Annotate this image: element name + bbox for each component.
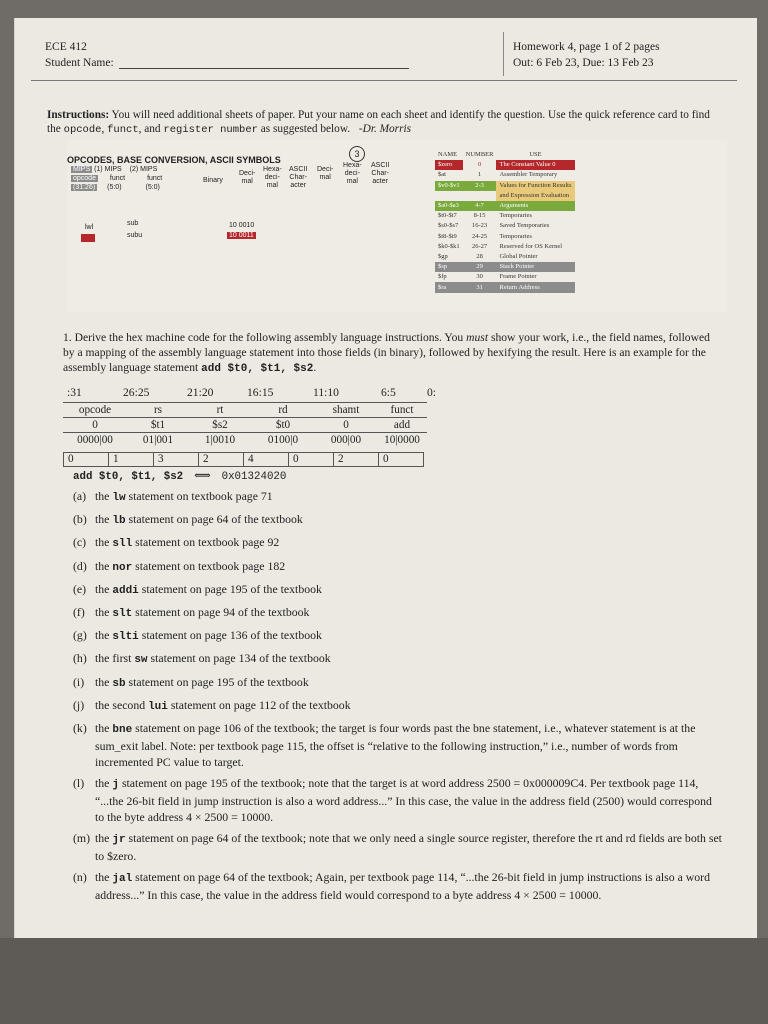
opcode-term: opcode <box>63 124 102 136</box>
item-instruction: sw <box>134 654 148 667</box>
field-name: rs <box>127 403 189 418</box>
reg-number: 0 <box>477 161 482 169</box>
item-instruction: slti <box>112 631 139 644</box>
row-binary-subu: 10 0011 <box>229 232 254 239</box>
item-instruction: j <box>112 779 119 792</box>
hex-nibble: 4 <box>244 453 289 467</box>
item-text: statement on textbook page 182 <box>135 558 286 573</box>
reg-use: Saved Temporaries <box>499 222 550 230</box>
question-item <box>73 604 723 622</box>
item-instruction: jal <box>112 873 133 886</box>
reg-use: Frame Pointer <box>499 273 537 281</box>
question-item <box>73 674 723 692</box>
question-item <box>73 488 723 506</box>
question-item <box>73 869 723 903</box>
hex-nibble: 0 <box>379 453 424 467</box>
reg-name: $s0-$s7 <box>438 222 459 230</box>
item-text: statement on page 94 of the textbook <box>135 604 310 619</box>
bit-position: 26:25 <box>123 386 150 399</box>
col-range-3: (5:0) <box>145 184 160 191</box>
question-items <box>73 488 723 909</box>
col-funct-2: funct <box>147 175 163 182</box>
field-name: rd <box>251 403 315 418</box>
instructions-text: You will need additional sheets of paper. Put your name on each sheet and identify the question. Use the quick reference card to find the <box>47 109 710 135</box>
col-deci: Deci- <box>239 170 256 177</box>
reg-use: The Constant Value 0 <box>496 160 574 170</box>
reg-use: Reserved for OS Kernel <box>499 242 563 250</box>
question-item <box>73 830 723 864</box>
question-item <box>73 720 723 770</box>
reg-use: Values for Function Results <box>496 181 574 191</box>
col-mal: mal <box>241 178 253 185</box>
item-instruction: sll <box>112 538 133 551</box>
item-pre: the <box>95 535 110 550</box>
item-instruction: jr <box>112 834 126 847</box>
field-binary: 01|001 <box>127 433 189 448</box>
reg-number: 8-15 <box>473 212 486 220</box>
sep-2: , and <box>138 123 161 135</box>
homework-dates: Out: 6 Feb 23, Due: 13 Feb 23 <box>513 57 654 69</box>
item-text: statement on page 112 of the textbook <box>170 697 351 712</box>
field-name: rt <box>189 403 251 418</box>
reg-number: 30 <box>476 273 483 281</box>
instructions-lead: Instructions: <box>47 109 110 121</box>
item-label: (h) <box>73 651 87 666</box>
quick-reference-card <box>67 140 727 312</box>
item-pre: the <box>95 581 110 596</box>
field-binary: 10|0000 <box>377 433 427 448</box>
field-name: shamt <box>315 403 377 418</box>
item-instruction: nor <box>112 561 133 574</box>
item-pre: the <box>95 870 110 885</box>
field-binary: 0100|0 <box>251 433 315 448</box>
item-label: (e) <box>73 581 87 596</box>
item-pre: the <box>95 831 110 846</box>
field-binary: 000|00 <box>315 433 377 448</box>
col-funct-1: funct <box>109 175 126 182</box>
hex-nibble: 0 <box>64 453 109 467</box>
col-hexa-2: Hexa- <box>343 162 362 169</box>
item-instruction: slt <box>112 607 133 620</box>
col-mal-2: mal <box>319 174 331 181</box>
item-pre: the <box>95 489 110 503</box>
reg-number: 31 <box>463 282 497 292</box>
item-label: (i) <box>73 674 85 689</box>
item-pre: the <box>95 720 110 735</box>
col-mips: MIPS <box>73 166 91 173</box>
item-text: statement on page 134 of the textbook <box>150 651 331 666</box>
reg-number: 4-7 <box>463 201 497 211</box>
item-pre: the <box>95 776 110 791</box>
hex-nibble: 3 <box>154 453 199 467</box>
question-item <box>73 558 723 576</box>
sep-1: , <box>101 123 105 135</box>
row-opcode-lwl: lwl <box>85 224 94 231</box>
question-item <box>73 581 723 599</box>
student-name-label: Student Name: <box>45 57 114 69</box>
reg-name: $t8-$t9 <box>438 232 457 240</box>
reg-number: 28 <box>476 252 483 260</box>
example-statement: add $t0, $t1, $s2 <box>201 363 314 375</box>
item-text: statement on page 64 of the textbook <box>128 512 303 527</box>
reg-name: $v0-$v1 <box>435 181 463 191</box>
reg-number: 26-27 <box>471 242 488 250</box>
row-binary-sub: 10 0010 <box>229 222 255 229</box>
reg-number: 2-3 <box>463 181 497 191</box>
item-label: (c) <box>73 535 87 550</box>
item-instruction: sb <box>112 677 126 690</box>
item-instruction: lui <box>148 700 168 713</box>
item-pre: the first <box>95 651 132 666</box>
bit-position: :31 <box>67 386 82 399</box>
field-binary: 1|0010 <box>189 433 251 448</box>
item-label: (d) <box>73 558 87 573</box>
reg-head-name: NAME <box>438 151 458 159</box>
header-rule <box>31 80 737 81</box>
item-instruction: lw <box>112 492 126 504</box>
reg-use: Assembler Temporary <box>499 171 558 179</box>
item-pre: the <box>95 628 110 643</box>
reg-name: $a0-$a3 <box>435 201 463 211</box>
question-item <box>73 534 723 552</box>
item-text: statement on textbook page 92 <box>135 535 280 550</box>
question-item <box>73 775 723 825</box>
bit-position: 0: <box>427 386 437 399</box>
item-label: (a) <box>73 489 87 503</box>
register-number-term: register number <box>163 124 258 136</box>
field-table <box>63 402 427 447</box>
reg-number: 1 <box>477 171 482 179</box>
item-pre: the <box>95 558 110 573</box>
homework-title: Homework 4, page 1 of 2 pages <box>513 41 660 53</box>
item-text: statement on page 195 of the textbook; note that the target is at word address 2500 = 0x000009C4. Per textbook page 114, “...the 26-bit field in jump instruction is also a word address...” In this case, the value in the address field (2500) would correspond to the byte address 4 × 2500 = 10000. <box>95 776 712 825</box>
item-pre: the second <box>95 697 146 712</box>
item-instruction: addi <box>112 584 139 597</box>
reg-head-use: USE <box>529 151 542 159</box>
col-acter-2: acter <box>372 178 388 185</box>
reg-use: Return Address <box>496 282 574 292</box>
col-hexa: Hexa- <box>263 166 282 173</box>
row-funct-subu: subu <box>127 232 143 239</box>
instructions <box>47 108 717 137</box>
reg-name: $t0-$t7 <box>438 212 457 220</box>
reg-number: 16-23 <box>471 222 488 230</box>
signature: -Dr. Morris <box>358 123 412 135</box>
item-label: (m) <box>73 831 91 846</box>
reg-number: 24-25 <box>471 232 488 240</box>
question-item <box>73 627 723 645</box>
refcard-circle-number: 3 <box>349 146 365 162</box>
item-instruction: bne <box>112 723 133 736</box>
field-binary: 0000|00 <box>63 433 127 448</box>
question-1 <box>63 330 723 377</box>
field-name: funct <box>377 403 427 418</box>
col-hexmal: mal <box>266 182 278 189</box>
reg-name: $at <box>438 171 446 179</box>
item-label: (n) <box>73 870 87 885</box>
item-label: (k) <box>73 720 87 735</box>
reg-number: 29 <box>463 262 497 272</box>
col-2mips: (2) MIPS <box>129 166 158 173</box>
item-text: statement on page 64 of the textbook; Again, per textbook page 114, “...the 26-bit field in jump instructions is also a word address...” In this case, the value in the address field would correspond to a byte address 4 × 2500 = 10000. <box>95 870 711 903</box>
col-hexmal-2: mal <box>346 178 358 185</box>
reg-name: $fp <box>438 273 447 281</box>
student-name-line <box>119 68 409 69</box>
reg-name <box>435 191 463 201</box>
bit-position: 16:15 <box>247 386 274 399</box>
item-label: (b) <box>73 512 87 527</box>
question-end: . <box>313 361 317 374</box>
field-value: $t0 <box>251 418 315 433</box>
col-range-1: (31:26) <box>73 184 96 191</box>
question-text: Derive the hex machine code for the following assembly language instructions. You <box>74 331 464 344</box>
col-opcode: opcode <box>73 175 96 182</box>
field-value: 0 <box>315 418 377 433</box>
item-text: statement on textbook page 71 <box>128 489 273 503</box>
field-name: opcode <box>63 403 127 418</box>
col-ascii: ASCII <box>289 166 308 173</box>
reg-head-number: NUMBER <box>465 151 494 159</box>
reg-use: Stack Pointer <box>496 262 574 272</box>
col-acter: acter <box>290 182 306 189</box>
reg-name: $gp <box>438 252 448 260</box>
item-label: (j) <box>73 697 85 712</box>
col-ascii-2: ASCII <box>371 162 390 169</box>
reg-use: Temporaries <box>499 212 532 220</box>
example-hex: 0x01324020 <box>221 471 287 483</box>
item-text: statement on page 195 of the textbook <box>141 581 322 596</box>
question-text-2: show your work, i.e., the field names, followed by a mapping of the assembly language statement into those fields (in binary), followed by hexifying the result. Here is an example for the assembly language statement <box>63 331 710 374</box>
row-funct-sub: sub <box>127 220 139 227</box>
col-range-2: (5:0) <box>107 184 122 191</box>
hex-nibble-row <box>63 452 424 467</box>
row-highlight-marker <box>81 234 95 242</box>
hex-nibble: 0 <box>289 453 334 467</box>
funct-term: funct <box>107 124 139 136</box>
col-deci-2: Deci- <box>317 166 334 173</box>
question-item <box>73 511 723 529</box>
refcard-title: OPCODES, BASE CONVERSION, ASCII SYMBOLS <box>67 155 281 165</box>
reg-name: $zero <box>435 160 463 170</box>
table-surface <box>0 938 768 1024</box>
item-text: statement on page 106 of the textbook; the target is four words past the bne statement, i.e., whatever statement is at the sum_exit label. Note: per textbook page 115, the offset is “relative to the following instruction,” i.e., number of words from incremented PC value to target. <box>95 720 696 769</box>
reg-name: $k0-$k1 <box>438 242 460 250</box>
col-char: Char- <box>289 174 307 181</box>
reg-name: $sp <box>435 262 463 272</box>
col-binary: Binary <box>203 177 223 184</box>
col-char-2: Char- <box>371 170 389 177</box>
question-item <box>73 650 723 668</box>
reg-use: Global Pointer <box>499 252 538 260</box>
item-text: statement on page 195 of the textbook <box>128 674 309 689</box>
hex-nibble: 2 <box>199 453 244 467</box>
bit-position: 11:10 <box>313 386 339 399</box>
col-hexdeci-2: deci- <box>344 170 360 177</box>
item-label: (g) <box>73 628 87 643</box>
header-divider <box>503 32 504 76</box>
field-value: $t1 <box>127 418 189 433</box>
bit-position: 21:20 <box>187 386 214 399</box>
question-number: 1. <box>63 331 72 344</box>
hex-nibble: 1 <box>109 453 154 467</box>
course-label: ECE 412 <box>45 41 87 53</box>
item-text: statement on page 136 of the textbook <box>141 628 322 643</box>
item-pre: the <box>95 512 110 527</box>
hex-nibble: 2 <box>334 453 379 467</box>
register-table <box>435 150 575 293</box>
question-item <box>73 697 723 715</box>
reg-use: and Expression Evaluation <box>496 191 574 201</box>
col-hexdeci: deci- <box>264 174 280 181</box>
col-1mips: (1) MIPS <box>94 166 122 173</box>
reg-use: Arguments <box>496 201 574 211</box>
reg-use: Temporaries <box>499 232 532 240</box>
equivalence-arrow: ⟺ <box>194 469 211 482</box>
field-value: $s2 <box>189 418 251 433</box>
reg-name: $ra <box>435 282 463 292</box>
item-label: (f) <box>73 604 85 619</box>
question-emphasis: must <box>466 331 489 344</box>
item-instruction: lb <box>112 515 126 528</box>
item-pre: the <box>95 604 110 619</box>
instructions-text-2: as suggested below. <box>260 123 351 135</box>
reg-number <box>463 191 497 201</box>
item-pre: the <box>95 674 110 689</box>
example-asm: add $t0, $t1, $s2 <box>73 471 184 483</box>
bit-position: 6:5 <box>381 386 396 399</box>
field-value: 0 <box>63 418 127 433</box>
example-result <box>73 468 286 483</box>
homework-page <box>14 18 757 938</box>
field-value: add <box>377 418 427 433</box>
item-text: statement on page 64 of the textbook; note that we only need a single source register, therefore the rt and rd fields are both set to $zero. <box>95 831 722 864</box>
item-label: (l) <box>73 776 85 791</box>
